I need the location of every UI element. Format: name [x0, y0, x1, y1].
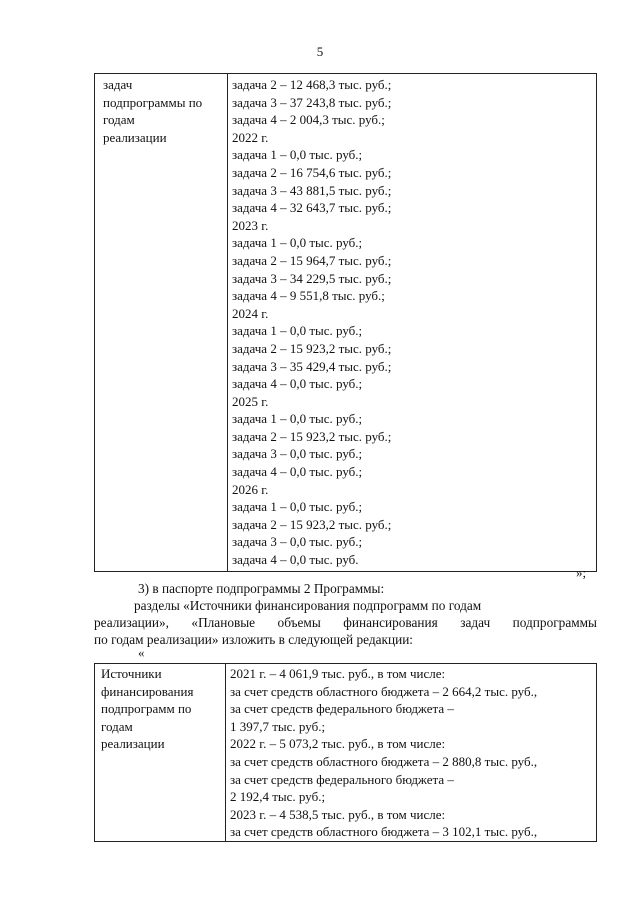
- value-line: 1 397,7 тыс. руб.;: [230, 718, 326, 734]
- value-line: задача 2 – 15 923,2 тыс. руб.;: [232, 428, 392, 444]
- paragraph-item-3: 3) в паспорте подпрограммы 2 Программы:: [138, 581, 385, 596]
- year-line: 2025 г.: [232, 393, 269, 409]
- row-label-line: подпрограммы по: [103, 94, 203, 110]
- value-line: задача 3 – 34 229,5 тыс. руб.;: [232, 270, 392, 286]
- value-line: задача 2 – 16 754,6 тыс. руб.;: [232, 164, 392, 180]
- value-line: задача 4 – 0,0 тыс. руб.: [232, 552, 359, 568]
- value-line: 2021 г. – 4 061,9 тыс. руб., в том числе:: [230, 666, 446, 681]
- row-label-cell: [95, 74, 228, 572]
- closing-quote-mark: »;: [576, 565, 587, 580]
- row-label-line: годам: [101, 718, 133, 734]
- value-line: за счет средств областного бюджета – 3 102,1 тыс. руб.,: [230, 824, 538, 840]
- page-number: 5: [316, 44, 324, 59]
- table-row: [95, 74, 597, 572]
- amendment-line: разделы «Источники финансирования подпрограмм по годам: [134, 598, 482, 613]
- year-line: 2026 г.: [232, 481, 269, 497]
- value-line: задача 2 – 12 468,3 тыс. руб.;: [232, 77, 392, 92]
- value-line: за счет средств федерального бюджета –: [230, 701, 454, 717]
- opening-quote-mark: «: [138, 645, 145, 660]
- value-line: задача 3 – 37 243,8 тыс. руб.;: [232, 94, 392, 110]
- value-line: за счет средств федерального бюджета –: [230, 771, 454, 787]
- value-line: задача 4 – 9 551,8 тыс. руб.;: [232, 288, 385, 304]
- value-line: задача 1 – 0,0 тыс. руб.;: [232, 235, 363, 251]
- value-line: задача 1 – 0,0 тыс. руб.;: [232, 147, 363, 163]
- row-label-line: реализации: [101, 736, 165, 752]
- budget-by-task-table: [94, 73, 597, 572]
- value-line: задача 3 – 0,0 тыс. руб.;: [232, 534, 363, 550]
- row-label-line: Источники: [101, 666, 162, 681]
- value-line: за счет средств областного бюджета – 2 664,2 тыс. руб.,: [230, 683, 538, 699]
- value-line: задача 4 – 2 004,3 тыс. руб.;: [232, 112, 385, 128]
- value-line: 2 192,4 тыс. руб.;: [230, 789, 326, 805]
- value-line: задача 2 – 15 923,2 тыс. руб.;: [232, 340, 392, 356]
- funding-sources-table: [94, 663, 597, 842]
- value-line: 2022 г. – 5 073,2 тыс. руб., в том числе:: [230, 736, 446, 752]
- row-label-line: подпрограмм по: [101, 701, 192, 717]
- value-line: задача 4 – 32 643,7 тыс. руб.;: [232, 200, 392, 216]
- row-label-line: годам: [103, 112, 135, 128]
- row-label-line: реализации: [103, 129, 167, 145]
- value-line: задача 1 – 0,0 тыс. руб.;: [232, 499, 363, 515]
- row-value-cell: [228, 74, 597, 572]
- row-label-line: задач: [103, 77, 133, 92]
- value-line: за счет средств областного бюджета – 2 880,8 тыс. руб.,: [230, 753, 538, 769]
- value-line: задача 3 – 35 429,4 тыс. руб.;: [232, 358, 392, 374]
- value-line: 2023 г. – 4 538,5 тыс. руб., в том числе:: [230, 806, 446, 822]
- value-line: задача 1 – 0,0 тыс. руб.;: [232, 411, 363, 427]
- row-value-cell: [226, 664, 597, 842]
- value-line: задача 4 – 0,0 тыс. руб.;: [232, 464, 363, 480]
- amendment-line: реализации», «Плановые объемы финансирования задач подпрограммы: [94, 615, 597, 630]
- year-line: 2024 г.: [232, 305, 269, 321]
- value-line: задача 2 – 15 923,2 тыс. руб.;: [232, 516, 392, 532]
- amendment-line: по годам реализации» изложить в следующей редакции:: [94, 632, 414, 647]
- value-line: задача 1 – 0,0 тыс. руб.;: [232, 323, 363, 339]
- value-line: задача 2 – 15 964,7 тыс. руб.;: [232, 252, 392, 268]
- table-row: [95, 664, 597, 842]
- value-line: задача 4 – 0,0 тыс. руб.;: [232, 376, 363, 392]
- year-line: 2023 г.: [232, 217, 269, 233]
- value-line: задача 3 – 0,0 тыс. руб.;: [232, 446, 363, 462]
- row-label-cell: [95, 664, 226, 842]
- row-label-line: финансирования: [101, 683, 194, 699]
- value-line: задача 3 – 43 881,5 тыс. руб.;: [232, 182, 392, 198]
- amendment-paragraph: [94, 597, 597, 648]
- year-line: 2022 г.: [232, 129, 269, 145]
